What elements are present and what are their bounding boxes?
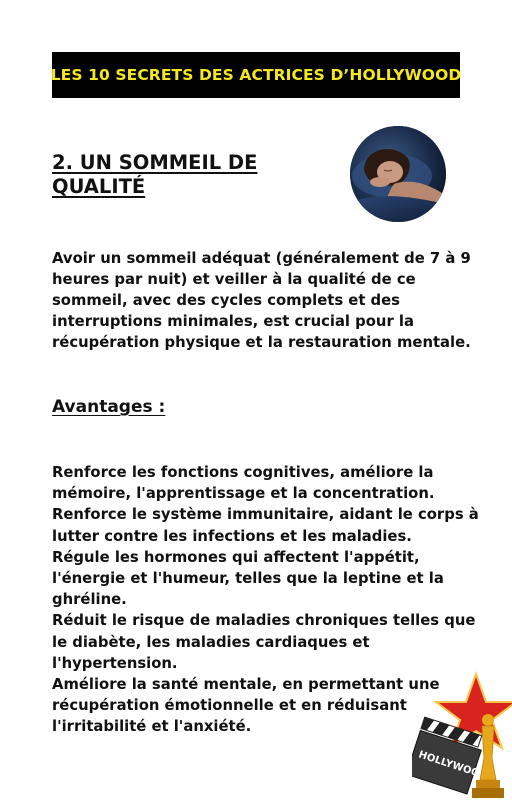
section-intro: Avoir un sommeil adéquat (généralement de 7 à 9 heures par nuit) et veiller à la qualité de ce sommeil, avec des cycles complets et des interruptions minimales, est crucial pour la récupération physique et la restauration mentale.: [52, 250, 471, 351]
sleeping-woman-photo: [350, 126, 446, 222]
advantage-item: Améliore la santé mentale, en permettant une récupération émotionnelle et en réduisant l'irritabilité et l'anxiété.: [52, 676, 440, 736]
advantage-item: Réduit le risque de maladies chroniques telles que le diabète, les maladies cardiaques et l'hypertension.: [52, 612, 476, 672]
advantages-heading: Avantages :: [52, 397, 166, 417]
title-banner: [52, 52, 460, 98]
page-title: LES 10 SECRETS DES ACTRICES D’HOLLYWOOD: [50, 66, 462, 84]
advantage-item: Renforce le système immunitaire, aidant le corps à lutter contre les infections et les maladies.: [52, 506, 479, 545]
advantage-item: Régule les hormones qui affectent l'appétit, l'énergie et l'humeur, telles que la leptine et la ghréline.: [52, 548, 444, 609]
section-heading: 2. UN SOMMEIL DE QUALITÉ: [52, 151, 258, 198]
advantage-item: Renforce les fonctions cognitives, améliore la mémoire, l'apprentissage et la concentration.: [52, 464, 435, 503]
clapperboard-text: HOLLYWOO: [417, 749, 481, 780]
hollywood-decoration: [412, 668, 512, 800]
